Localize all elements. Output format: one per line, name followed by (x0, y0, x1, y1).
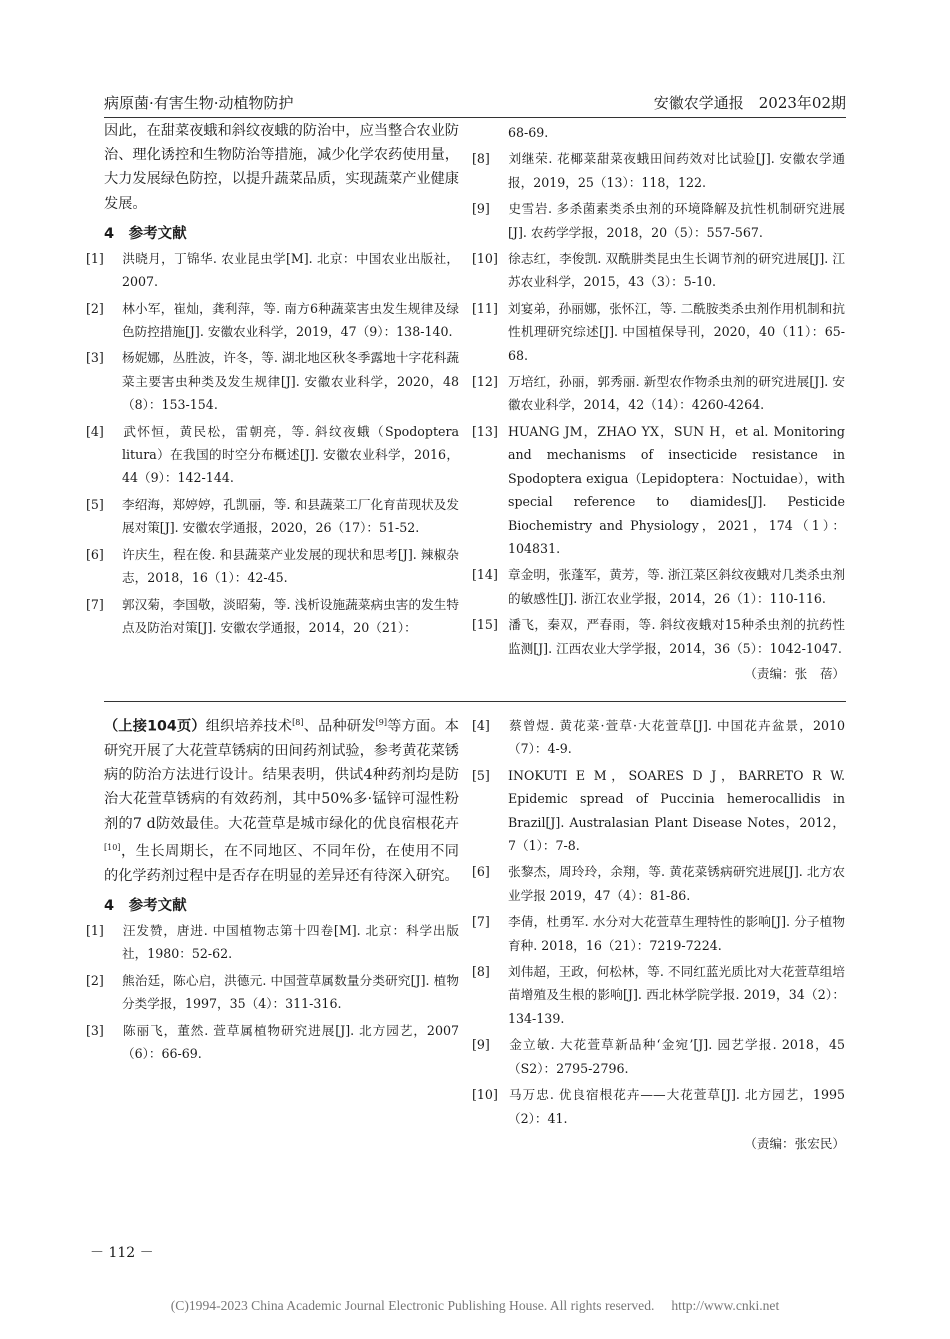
reference-item (472, 613, 845, 660)
reference-text: 洪晓月，丁锦华. 农业昆虫学[M]. 北京：中国农业出版社，2007. (122, 250, 459, 290)
bottom-references-heading: 4 参考文献 (104, 897, 187, 914)
reference-text: 章金明，张蓬军，黄芳，等. 浙江菜区斜纹夜蛾对几类杀虫剂的敏感性[J]. 浙江农业学报，2014，26（1）：110-116. (508, 567, 845, 606)
top-editor-credit: （责编：张 蓓） (744, 665, 845, 681)
reference-number: [8] (472, 964, 490, 980)
reference-item (86, 346, 459, 416)
reference-text: 李绍海，郑婷婷，孔凯丽，等. 和县蔬菜工厂化育苗现状及发展对策[J]. 安徽农学通报，2020，26（17）：51-52. (122, 496, 459, 536)
reference-number: [4] (472, 718, 490, 733)
reference-item (472, 764, 845, 858)
reference-item (86, 969, 459, 1016)
reference-text: 蔡曾煜. 黄花菜·萱草·大花萱草[J]. 中国花卉盆景，2010（7）：4-9. (508, 718, 845, 757)
reference-item (472, 197, 845, 244)
bottom-conclusion-paragraph (104, 711, 459, 888)
reference-number: [12] (472, 374, 498, 390)
reference-item (472, 910, 845, 957)
reference-number: [1] (86, 250, 104, 266)
reference-item (86, 247, 459, 294)
copyright-notice: (C)1994-2023 China Academic Journal Electronic Publishing House. All rights reserved. http://www.cnki.net (170, 1298, 780, 1313)
reference-text: 郭汉菊，李国敬，淡昭菊，等. 浅析设施蔬菜病虫害的发生特点及防治对策[J]. 安徽农学通报，2014，20（21）： (122, 596, 459, 635)
top-left-column (86, 119, 459, 642)
bottom-right-reference-list (472, 714, 845, 1130)
reference-number: [7] (86, 596, 104, 612)
reference-text: 杨妮娜，丛胜波，许冬，等. 湖北地区秋冬季露地十字花科蔬菜主要害虫种类及发生规律[J]. 安徽农业科学，2020，48（8）：153-154. (122, 350, 459, 413)
reference-text: 武怀恒，黄民松，雷朝亮，等. 斜纹夜蛾（Spodoptera litura）在我国的时空分布概述[J]. 安徽农业科学，2016，44（9）：142-144. (122, 423, 459, 486)
reference-item (472, 370, 845, 417)
article-divider (104, 701, 846, 702)
page-number: － 112 － (90, 1245, 154, 1261)
top-conclusion-paragraph: 因此，在甜菜夜蛾和斜纹夜蛾的防治中，应当整合农业防治、理化诱控和生物防治等措施，减少化学农药使用量，大力发展绿色防控，以提升蔬菜品质，实现蔬菜产业健康发展。 (104, 123, 459, 212)
reference-item (472, 714, 845, 761)
reference-text: 林小军，崔灿，龚利萍，等. 南方6种蔬菜害虫发生规律及绿色防控措施[J]. 安徽农业科学，2019，47（9）：138-140. (122, 300, 459, 340)
reference-number: [2] (86, 972, 104, 988)
reference-text: 刘继荣. 花椰菜甜菜夜蛾田间药效对比试验[J]. 安徽农学通报，2019，25（13）：118，122. (508, 151, 845, 190)
reference-text: 潘飞，秦双，严春雨，等. 斜纹夜蛾对15种杀虫剂的抗药性监测[J]. 江西农业大学学报，2014，36（5）：1042-1047. (508, 617, 845, 656)
bottom-left-column (86, 711, 459, 1068)
reference-item (472, 247, 845, 294)
reference-item (86, 297, 459, 344)
reference-text: 马万忠. 优良宿根花卉——大花萱草[J]. 北方园艺，1995（2）：41. (508, 1087, 845, 1126)
reference-item (472, 1083, 845, 1130)
reference-text: HUANG JM，ZHAO YX，SUN H，et al. Monitoring and mechanisms of insecticide resistance in Spodoptera exigua（Lepidoptera：Noctuidae），with special reference to diamides[J]. Pesticide Biochemistry and Physiology，2021，174（1）：104831. (508, 423, 845, 556)
para-part-c: 等方面。本研究开展了大花萱草锈病的田间药剂试验，参考黄花菜锈病的防治方法进行设计。结果表明，供试4种药剂均是防治大花萱草锈病的有效药剂，其中50%多·锰锌可湿性粉剂的7 d防效最佳。大花萱草是城市绿化的优良宿根花卉 (104, 718, 459, 832)
reference-text: 熊治廷，陈心启，洪德元. 中国萱草属数量分类研究[J]. 植物分类学报，1997，35（4）：311-316. (122, 972, 459, 1012)
reference-number: [5] (472, 767, 490, 783)
reference-item (86, 493, 459, 540)
reference-number: [9] (472, 201, 490, 217)
reference-text: 许庆生，程在俊. 和县蔬菜产业发展的现状和思考[J]. 辣椒杂志，2018，16（1）：42-45. (122, 546, 459, 586)
reference-number: [15] (472, 617, 498, 633)
header-rule (104, 117, 846, 118)
reference-number: [2] (86, 300, 104, 316)
reference-text: 陈丽飞，董然. 萱草属植物研究进展[J]. 北方园艺，2007（6）：66-69. (122, 1022, 459, 1061)
reference-item (86, 543, 459, 590)
citation-9: [9] (375, 718, 387, 727)
top-references-heading: 4 参考文献 (104, 225, 187, 242)
reference-number: [10] (472, 1087, 498, 1103)
reference-number: [9] (472, 1037, 490, 1053)
bottom-left-reference-list (86, 919, 459, 1065)
reference-text: INOKUTI E M，SOARES D J，BARRETO R W. Epidemic spread of Puccinia hemerocallidis in Brazil[J]. Australasian Plant Disease Notes，2012，7（1）：7-8. (508, 767, 845, 854)
citation-8: [8] (292, 718, 304, 727)
reference-item (86, 593, 459, 640)
reference-number: [14] (472, 567, 498, 583)
para-part-a: 组织培养技术 (205, 718, 293, 735)
top-left-reference-list (86, 247, 459, 640)
reference-item (472, 297, 845, 367)
reference-text: 李倩，杜勇军. 水分对大花萱草生理特性的影响[J]. 分子植物育种. 2018，16（21）：7219-7224. (508, 914, 845, 953)
reference-item (472, 860, 845, 907)
reference-item (472, 960, 845, 1030)
reference-text: 刘伟超，王政，何松林，等. 不同红蓝光质比对大花萱草组培苗增殖及生根的影响[J]. 西北林学院学报. 2019，34（2）：134-139. (508, 964, 845, 1026)
reference-text: 张黎杰，周玲玲，余翔，等. 黄花菜锈病研究进展[J]. 北方农业学报 2019，47（4）：81-86. (508, 864, 845, 903)
reference-item (472, 563, 845, 610)
running-header-section: 病原菌·有害生物·动植物防护 (104, 94, 294, 112)
continuation-marker: （上接104页） (104, 718, 206, 735)
reference-text: 万培红，孙丽，郭秀丽. 新型农作物杀虫剂的研究进展[J]. 安徽农业科学，2014，42（14）：4260-4264. (508, 374, 845, 413)
reference-item (472, 1033, 845, 1080)
para-part-d: ，生长周期长，在不同地区、不同年份，在使用不同的化学药剂过程中是否存在明显的差异还有待深入研究。 (104, 843, 459, 884)
reference-number: [1] (86, 922, 104, 938)
reference-item (86, 1019, 459, 1066)
running-header-journal: 安徽农学通报 2023年02期 (653, 94, 846, 112)
reference-number: [8] (472, 151, 490, 167)
reference-text: 刘宴弟，孙丽娜，张怀江，等. 二酰胺类杀虫剂作用机制和抗性机理研究综述[J]. 中国植保导刊，2020，40（11）：65-68. (508, 300, 845, 363)
top-right-reference-list (472, 147, 845, 660)
reference-number: [3] (86, 1022, 104, 1038)
reference-text: 史雪岩. 多杀菌素类杀虫剂的环境降解及抗性机制研究进展[J]. 农药学学报，2018，20（5）：557-567. (508, 201, 845, 240)
reference-number: [6] (86, 546, 104, 562)
reference-number: [6] (472, 864, 490, 880)
reference-number: [5] (86, 496, 104, 512)
reference-item (472, 147, 845, 194)
reference-continuation: 68-69. (508, 125, 549, 140)
reference-item (86, 420, 459, 490)
citation-10: [10] (104, 842, 121, 852)
reference-item (86, 919, 459, 966)
reference-number: [11] (472, 300, 498, 316)
bottom-right-column (472, 714, 845, 1152)
para-part-b: 、品种研发 (303, 718, 376, 735)
reference-number: [7] (472, 914, 490, 930)
reference-number: [13] (472, 423, 498, 439)
reference-text: 汪发赞，唐进. 中国植物志第十四卷[M]. 北京：科学出版社，1980：52-62. (122, 922, 459, 962)
reference-number: [3] (86, 350, 104, 366)
reference-number: [10] (472, 251, 498, 267)
reference-text: 徐志红，李俊凯. 双酰肼类昆虫生长调节剂的研究进展[J]. 江苏农业科学，2015，43（3）：5-10. (508, 251, 845, 290)
reference-text: 金立敏. 大花萱草新品种‘金宛’[J]. 园艺学报. 2018，45（S2）：2795-2796. (508, 1037, 845, 1076)
reference-number: [4] (86, 423, 104, 439)
bottom-editor-credit: （责编：张宏民） (744, 1135, 845, 1151)
top-right-column (472, 121, 845, 682)
reference-item (472, 420, 845, 560)
